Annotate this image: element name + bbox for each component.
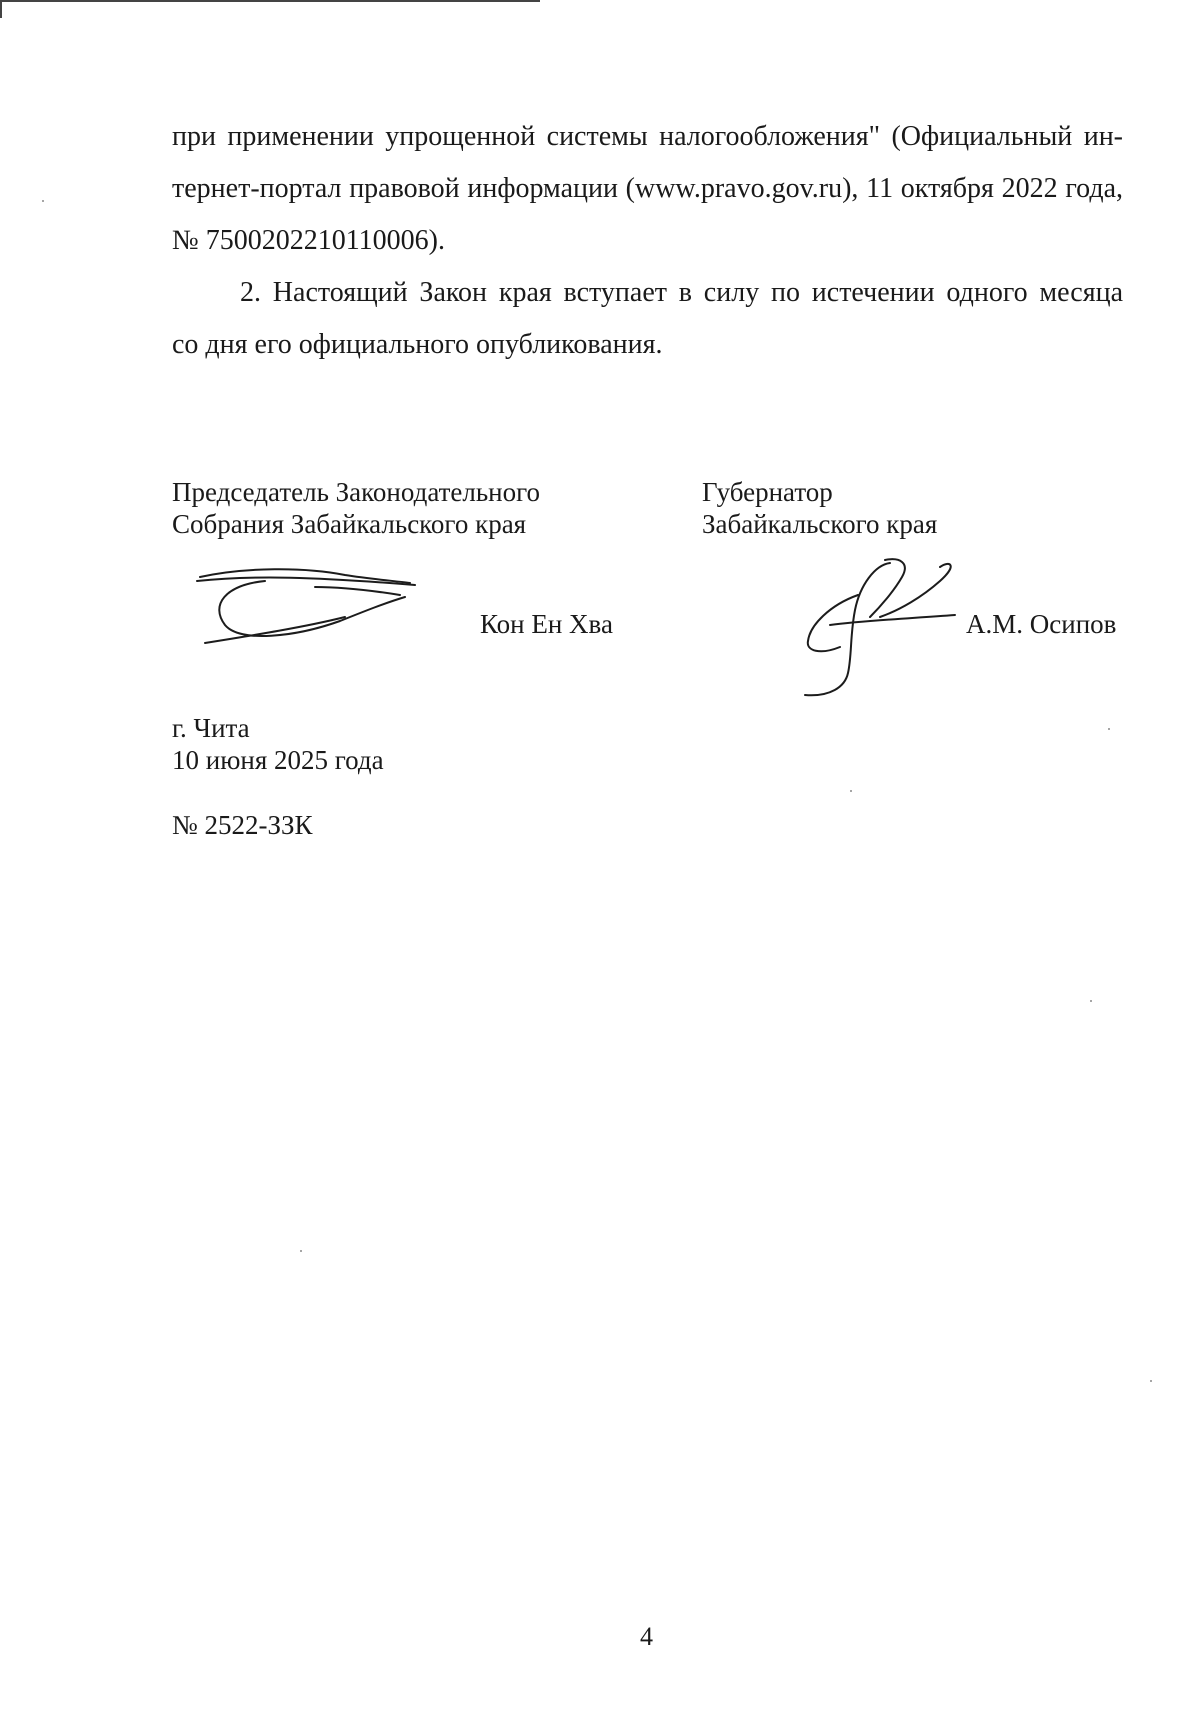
right-title-line: Губернатор (702, 477, 833, 507)
scan-speck (1150, 1380, 1152, 1382)
page-number: 4 (640, 1622, 653, 1651)
scan-speck (42, 200, 44, 202)
body-line: тернет-портал правовой информации (www.pravo.gov.ru), 11 октября 2022 года, (172, 173, 1123, 204)
scan-edge (0, 0, 2, 18)
scan-speck (300, 1250, 302, 1252)
place-and-date (172, 712, 384, 776)
place: г. Чита (172, 713, 250, 743)
left-signature (195, 565, 425, 655)
right-signatory-name: А.М. Осипов (966, 609, 1117, 639)
body-line: 2. Настоящий Закон края вступает в силу по истечении одного месяца (240, 277, 1123, 308)
left-title-line: Председатель Законодательного (172, 477, 541, 507)
document-number: № 2522-ЗЗК (172, 810, 313, 840)
scan-speck (1090, 1000, 1092, 1002)
left-signatory-title (172, 476, 540, 540)
left-signatory-name: Кон Ен Хва (480, 609, 613, 639)
right-title-line: Забайкальского края (702, 509, 938, 539)
left-title-line: Собрания Забайкальского края (172, 509, 527, 539)
scan-speck (1108, 728, 1110, 730)
body-line: со дня его официального опубликования. (172, 329, 663, 360)
right-signature (790, 555, 960, 705)
body-line: № 7500202210110006). (172, 225, 445, 256)
scan-speck (850, 790, 852, 792)
date: 10 июня 2025 года (172, 745, 384, 775)
body-line: при применении упрощенной системы налогообложения" (Официальный ин- (172, 121, 1123, 152)
right-signatory-title (702, 476, 937, 540)
body-text (172, 111, 1123, 371)
scan-edge (0, 0, 540, 2)
